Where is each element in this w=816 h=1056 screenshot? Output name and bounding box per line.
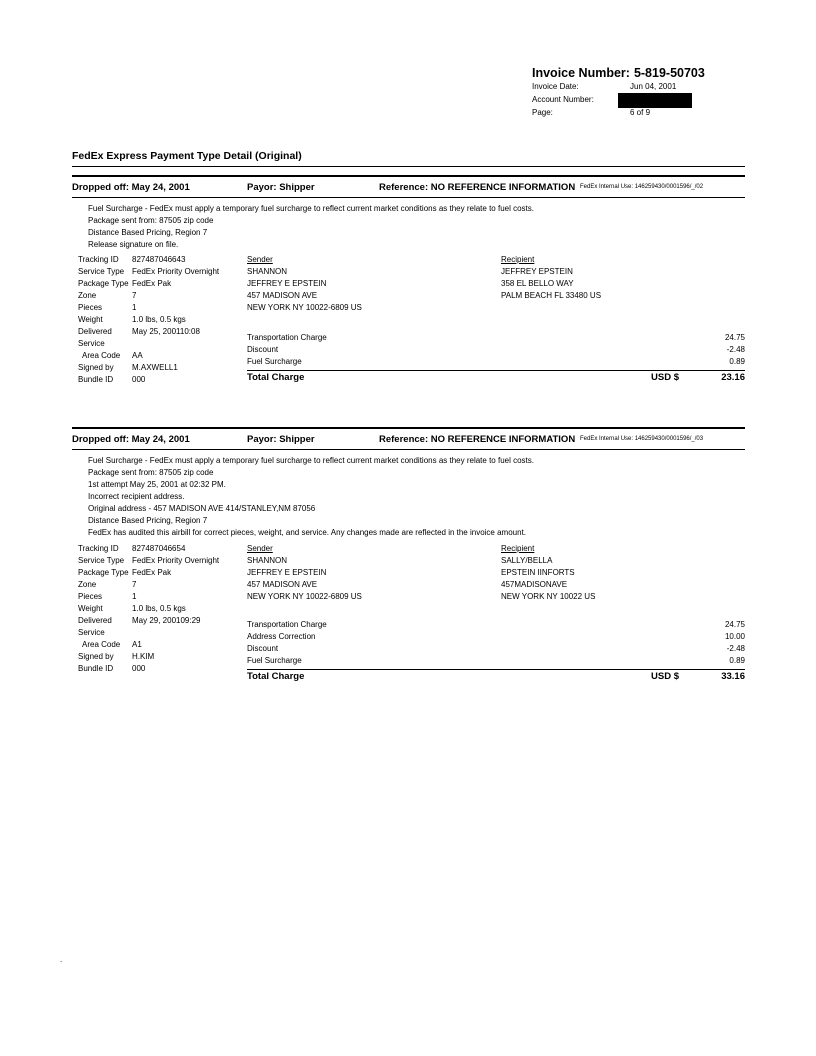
charge-amount: 0.89: [729, 357, 745, 366]
info-key: Service: [78, 339, 105, 348]
info-value: H.KIM: [132, 652, 155, 661]
charge-row: [247, 655, 745, 667]
charge-amount: -2.48: [726, 345, 745, 354]
charge-label: Discount: [247, 644, 279, 653]
info-value: 1.0 lbs, 0.5 kgs: [132, 604, 186, 613]
section-top-rule: [72, 175, 745, 177]
note-line: Fuel Surcharge - FedEx must apply a temporary fuel surcharge to reflect current market conditions as they relate to fuel costs.: [88, 456, 534, 465]
info-key: Bundle ID: [78, 375, 114, 384]
dropped-off: Dropped off: May 24, 2001: [72, 434, 190, 445]
shipment-notes: [88, 203, 534, 251]
sender-label: Sender: [247, 544, 273, 553]
info-value: M.AXWELL1: [132, 363, 178, 372]
info-key: Weight: [78, 604, 103, 613]
address-line: JEFFREY E EPSTEIN: [247, 568, 327, 577]
dropped-off: Dropped off: May 24, 2001: [72, 182, 190, 193]
info-value: May 25, 200110:08: [132, 327, 200, 336]
reference: Reference: NO REFERENCE INFORMATION: [379, 182, 576, 193]
info-key: Tracking ID: [78, 544, 119, 553]
info-key: Signed by: [78, 363, 114, 372]
reference: Reference: NO REFERENCE INFORMATION: [379, 434, 576, 445]
info-value: 000: [132, 664, 146, 673]
note-line: Incorrect recipient address.: [88, 492, 185, 501]
address-line: EPSTEIN IINFORTS: [501, 568, 575, 577]
info-value: 827487046654: [132, 544, 186, 553]
charge-label: Transportation Charge: [247, 333, 327, 342]
charge-row: [247, 631, 745, 643]
total-amount: 23.16: [721, 372, 745, 383]
info-value: FedEx Pak: [132, 568, 172, 577]
info-value: AA: [132, 351, 143, 360]
invoice-date-row: [532, 80, 702, 93]
info-value: 827487046643: [132, 255, 186, 264]
info-key: Zone: [78, 291, 97, 300]
info-key: Weight: [78, 315, 103, 324]
charge-amount: 0.89: [729, 656, 745, 665]
charge-row: [247, 344, 745, 356]
page-number: 6 of 9: [630, 108, 651, 117]
charge-label: Transportation Charge: [247, 620, 327, 629]
note-line: Fuel Surcharge - FedEx must apply a temporary fuel surcharge to reflect current market conditions as they relate to fuel costs.: [88, 204, 534, 213]
charge-label: Fuel Surcharge: [247, 656, 302, 665]
info-key: Service Type: [78, 267, 125, 276]
total-currency: USD $: [651, 671, 679, 682]
charge-amount: 10.00: [724, 632, 745, 641]
charge-label: Address Correction: [247, 632, 316, 641]
info-value: 7: [132, 291, 137, 300]
invoice-date-label: Invoice Date:: [532, 82, 579, 91]
charge-row: [247, 643, 745, 655]
total-amount: 33.16: [721, 671, 745, 682]
recipient-address: [501, 254, 601, 302]
total-currency: USD $: [651, 372, 679, 383]
note-line: Package sent from: 87505 zip code: [88, 468, 214, 477]
charge-row: [247, 356, 745, 368]
info-value: 7: [132, 580, 137, 589]
charge-label: Fuel Surcharge: [247, 357, 302, 366]
invoice-number-label: Invoice Number:: [532, 66, 630, 80]
info-key: Tracking ID: [78, 255, 119, 264]
charge-amount: -2.48: [726, 644, 745, 653]
address-line: SHANNON: [247, 556, 288, 565]
total-label: Total Charge: [247, 671, 305, 682]
note-line: 1st attempt May 25, 2001 at 02:32 PM.: [88, 480, 226, 489]
page-row: [532, 106, 702, 119]
note-line: Original address - 457 MADISON AVE 414/STANLEY,NM 87056: [88, 504, 316, 513]
info-value: 1.0 lbs, 0.5 kgs: [132, 315, 186, 324]
address-line: JEFFREY EPSTEIN: [501, 267, 573, 276]
shipment-notes: [88, 455, 534, 539]
sender-label: Sender: [247, 255, 273, 264]
payor: Payor: Shipper: [247, 182, 315, 193]
section-header-rule: [72, 197, 745, 198]
info-key: Package Type: [78, 568, 129, 577]
info-key: Bundle ID: [78, 664, 114, 673]
invoice-number: 5-819-50703: [633, 66, 705, 80]
payor: Payor: Shipper: [247, 434, 315, 445]
note-line: FedEx has audited this airbill for correct pieces, weight, and service. Any changes made are reflected in the invoice amount.: [88, 528, 527, 537]
internal-use: FedEx Internal Use: 146259430/0001596/_/02: [580, 184, 704, 190]
title-divider: [72, 166, 745, 167]
recipient-label: Recipient: [501, 544, 535, 553]
info-value: 1: [132, 303, 137, 312]
info-key: Delivered: [78, 616, 112, 625]
info-key: Pieces: [78, 592, 103, 601]
charges-table: [247, 332, 745, 386]
address-line: 457 MADISON AVE: [247, 580, 318, 589]
address-line: SHANNON: [247, 267, 288, 276]
total-label: Total Charge: [247, 372, 305, 383]
address-line: PALM BEACH FL 33480 US: [501, 291, 602, 300]
charge-amount: 24.75: [724, 620, 745, 629]
shipment-header: [72, 182, 745, 196]
invoice-number-line: [532, 66, 705, 80]
charge-row: [247, 332, 745, 344]
page-label: Page:: [532, 108, 553, 117]
address-line: JEFFREY E EPSTEIN: [247, 279, 327, 288]
section-header-rule: [72, 449, 745, 450]
address-line: SALLY/BELLA: [501, 556, 553, 565]
info-value: 000: [132, 375, 146, 384]
charge-label: Discount: [247, 345, 279, 354]
charges-table: [247, 619, 745, 685]
info-value: FedEx Priority Overnight: [132, 267, 220, 276]
shipment-header: [72, 434, 745, 448]
info-value: A1: [132, 640, 142, 649]
note-line: Package sent from: 87505 zip code: [88, 216, 214, 225]
note-line: Distance Based Pricing, Region 7: [88, 516, 208, 525]
recipient-address: [501, 543, 595, 603]
info-key: Zone: [78, 580, 97, 589]
sender-address: [247, 543, 362, 603]
info-key: Signed by: [78, 652, 114, 661]
internal-use: FedEx Internal Use: 146259430/0001596/_/03: [580, 436, 704, 442]
info-value: FedEx Priority Overnight: [132, 556, 220, 565]
info-key: Area Code: [82, 640, 121, 649]
info-key: Service Type: [78, 556, 125, 565]
info-key: Service: [78, 628, 105, 637]
total-row: [247, 669, 745, 685]
note-line: Release signature on file.: [88, 240, 179, 249]
note-line: Distance Based Pricing, Region 7: [88, 228, 208, 237]
shipment-section: [72, 434, 745, 448]
page-title: FedEx Express Payment Type Detail (Original): [72, 150, 302, 162]
sender-address: [247, 254, 362, 314]
shipment-section: [72, 182, 745, 196]
address-line: 457 MADISON AVE: [247, 291, 318, 300]
total-row: [247, 370, 745, 386]
info-key: Delivered: [78, 327, 112, 336]
info-key: Area Code: [82, 351, 121, 360]
info-key: Pieces: [78, 303, 103, 312]
address-line: NEW YORK NY 10022-6809 US: [247, 592, 362, 601]
invoice-header: [532, 66, 705, 119]
info-value: FedEx Pak: [132, 279, 172, 288]
address-line: NEW YORK NY 10022 US: [501, 592, 596, 601]
address-line: NEW YORK NY 10022-6809 US: [247, 303, 362, 312]
address-line: 358 EL BELLO WAY: [501, 279, 574, 288]
info-key: Package Type: [78, 279, 129, 288]
info-value: May 29, 200109:29: [132, 616, 201, 625]
info-value: 1: [132, 592, 137, 601]
account-number-row: [532, 93, 702, 106]
address-line: 457MADISONAVE: [501, 580, 568, 589]
section-top-rule: [72, 427, 745, 429]
charge-row: [247, 619, 745, 631]
footer-mark: .: [60, 955, 63, 964]
account-number-label: Account Number:: [532, 95, 594, 104]
charge-amount: 24.75: [724, 333, 745, 342]
recipient-label: Recipient: [501, 255, 535, 264]
invoice-date: Jun 04, 2001: [630, 82, 677, 91]
